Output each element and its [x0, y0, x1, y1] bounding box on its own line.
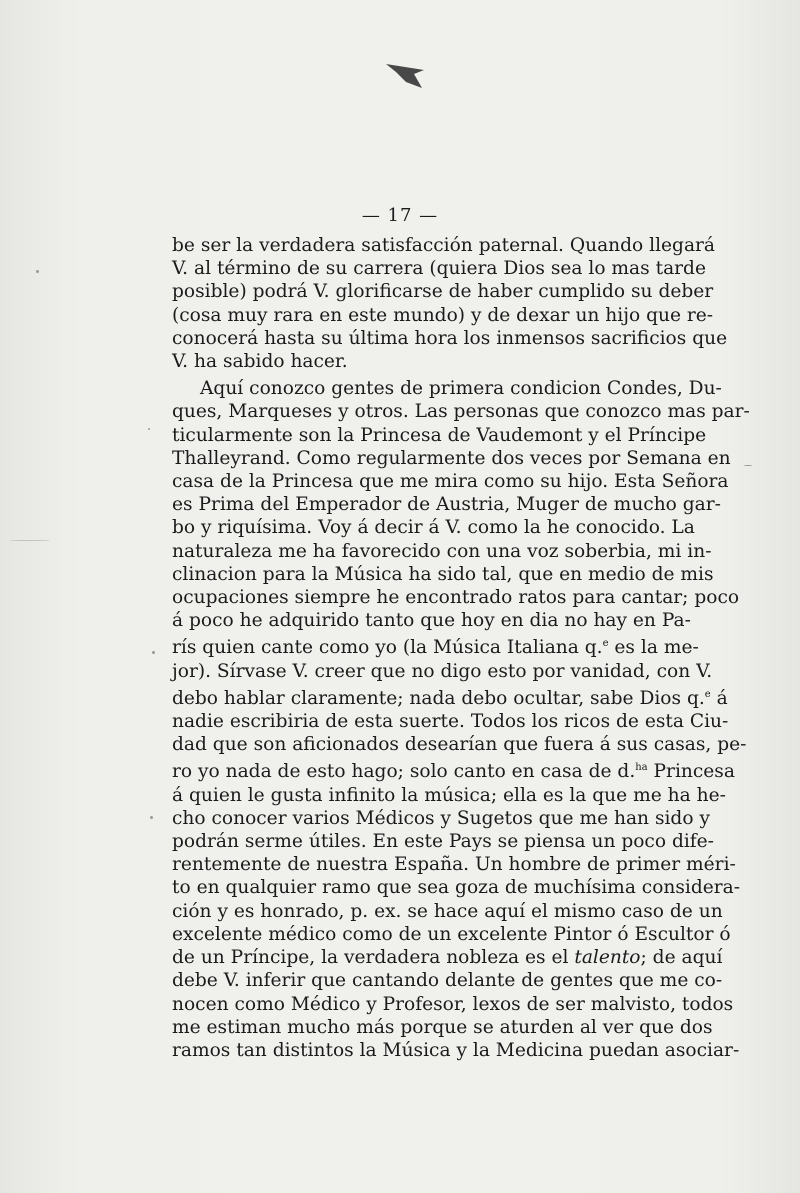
text-line — [172, 853, 736, 876]
text-line — [172, 563, 714, 586]
text-line — [172, 377, 722, 400]
text-line — [172, 280, 714, 303]
text-line — [172, 900, 723, 923]
text-run: podrán serme útiles. En este Pays se piensa un poco dife- — [172, 831, 714, 853]
text-line — [172, 1039, 740, 1062]
text-run: dad que son aficionados desearían que fuera á sus casas, pe- — [172, 734, 747, 756]
text-run: Thalleyrand. Como regularmente dos veces por Semana en — [172, 447, 731, 469]
text-run: V. al término de su carrera (quiera Dios sea lo mas tarde — [172, 258, 706, 280]
text-line — [172, 586, 740, 609]
text-line — [172, 257, 706, 280]
text-run: de un Príncipe, la verdadera nobleza es el — [172, 947, 575, 969]
paper-speck — [10, 540, 50, 541]
text-line — [172, 400, 750, 423]
text-run: ramos tan distintos la Música y la Medicina puedan asociar- — [172, 1039, 740, 1061]
paper-speck — [148, 428, 150, 430]
text-line — [172, 660, 713, 683]
text-line — [172, 946, 723, 969]
text-run: ro yo nada de esto hago; solo canto en casa de d. — [172, 761, 636, 783]
text-run: debo hablar claramente; nada debo ocultar, sabe Dios q. — [172, 687, 705, 709]
text-line — [172, 516, 695, 539]
text-line — [172, 830, 714, 853]
text-run: rentemente de nuestra España. Un hombre de primer méri- — [172, 854, 736, 876]
text-run: clinacion para la Música ha sido tal, que en medio de mis — [172, 563, 714, 585]
text-line — [172, 447, 731, 470]
text-line — [172, 993, 734, 1016]
paper-speck — [744, 465, 752, 466]
torn-corner-mark — [384, 60, 426, 90]
text-run: ques, Marqueses y otros. Las personas que conozco mas par- — [172, 401, 750, 423]
text-run: á — [710, 687, 728, 709]
text-run: ción y es honrado, p. ex. se hace aquí el mismo caso de un — [172, 900, 723, 922]
paper-speck — [150, 816, 153, 819]
text-line — [172, 756, 735, 783]
text-run: conocerá hasta su última hora los inmensos sacrificios que — [172, 327, 728, 349]
text-run: cho conocer varios Médicos y Sugetos que me han sido y — [172, 807, 710, 829]
text-line — [172, 683, 728, 710]
superscript-abbrev: ha — [635, 762, 648, 774]
text-run: ocupaciones siempre he encontrado ratos para cantar; poco — [172, 587, 740, 609]
text-line — [172, 710, 729, 733]
text-run: V. ha sabido hacer. — [172, 351, 348, 373]
paragraph — [172, 234, 728, 373]
text-run: posible) podrá V. glorificarse de haber cumplido su deber — [172, 281, 714, 303]
text-run: (cosa muy rara en este mundo) y de dexar un hijo que re- — [172, 304, 714, 326]
text-line — [172, 807, 710, 830]
paper-speck — [152, 651, 155, 654]
text-line — [172, 609, 691, 632]
text-line — [172, 304, 714, 327]
text-run: Princesa — [647, 761, 735, 783]
text-line — [172, 969, 723, 992]
text-run: excelente médico como de un excelente Pintor ó Escultor ó — [172, 923, 731, 945]
text-run: be ser la verdadera satisfacción paternal. Quando llegará — [172, 235, 716, 256]
text-line — [172, 632, 699, 659]
superscript-abbrev: e — [704, 688, 711, 700]
italic-word: talento — [574, 947, 641, 969]
text-run: casa de la Princesa que me mira como su hijo. Esta Señora — [172, 471, 729, 493]
text-line — [172, 1016, 713, 1039]
text-run: es la me- — [608, 637, 699, 659]
text-line — [172, 876, 741, 899]
text-line — [172, 350, 652, 373]
text-run: bo y riquísima. Voy á decir á V. como la he conocido. La — [172, 517, 695, 539]
text-line — [172, 923, 731, 946]
page-number: — 17 — — [361, 205, 439, 226]
text-line — [172, 327, 728, 350]
text-line — [172, 470, 729, 493]
text-run: rís quien cante como yo (la Música Italiana q. — [172, 637, 603, 659]
text-line — [172, 784, 726, 807]
text-run: debe V. inferir que cantando delante de gentes que me co- — [172, 970, 723, 992]
text-line — [172, 540, 712, 563]
body-text — [172, 234, 750, 1062]
text-line — [172, 234, 716, 257]
text-line — [172, 424, 707, 447]
text-run: á poco he adquirido tanto que hoy en dia no hay en Pa- — [172, 610, 691, 632]
text-run: es Prima del Emperador de Austria, Muger de mucho gar- — [172, 494, 721, 516]
text-run: nocen como Médico y Profesor, lexos de ser malvisto, todos — [172, 993, 734, 1015]
text-run: Aquí conozco gentes de primera condicion Condes, Du- — [200, 378, 722, 400]
superscript-abbrev: e — [602, 638, 609, 650]
text-line — [172, 493, 721, 516]
text-run: ticularmente son la Princesa de Vaudemont y el Príncipe — [172, 424, 707, 446]
text-run: ; de aquí — [640, 947, 723, 969]
text-run: naturaleza me ha favorecido con una voz soberbia, mi in- — [172, 540, 712, 562]
paper-speck — [36, 270, 39, 273]
text-run: nadie escribiria de esta suerte. Todos los ricos de esta Ciu- — [172, 711, 729, 733]
text-line — [172, 733, 747, 756]
text-run: to en qualquier ramo que sea goza de muchísima considera- — [172, 877, 741, 899]
text-run: me estiman mucho más porque se aturden al ver que dos — [172, 1016, 713, 1038]
text-run: á quien le gusta infinito la música; ella es la que me ha he- — [172, 784, 726, 806]
text-run: jor). Sírvase V. creer que no digo esto por vanidad, con V. — [172, 660, 713, 682]
paragraph — [172, 377, 750, 1062]
